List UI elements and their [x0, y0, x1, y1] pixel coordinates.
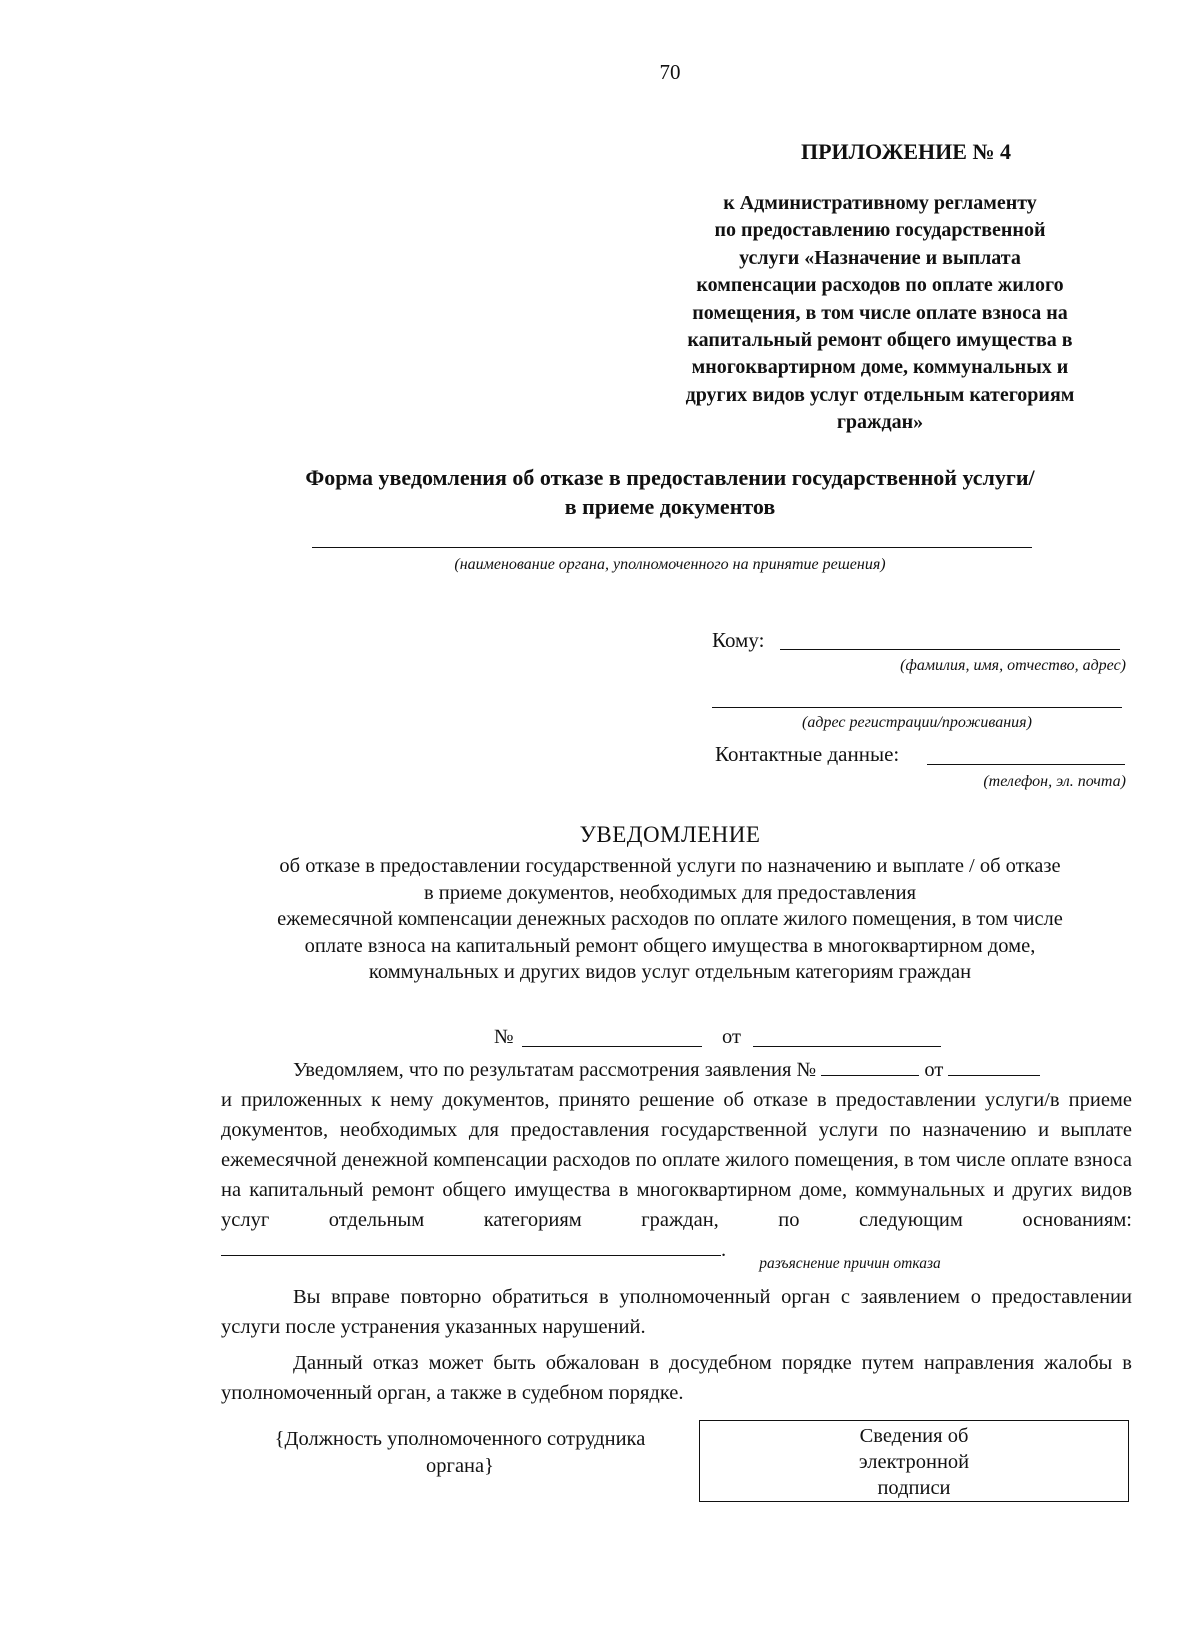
- address-caption: (адрес регистрации/проживания): [802, 714, 1032, 731]
- authority-name-line[interactable]: [312, 547, 1032, 548]
- appendix-line: компенсации расходов по оплате жилого: [696, 274, 1064, 297]
- appendix-reference: [640, 190, 1120, 437]
- body-para3: Данный отказ может быть обжалован в досудебном порядке путем направления жалобы в уполномоченный орган, а также в судебном порядке.: [221, 1352, 1132, 1404]
- notice-subtitle-line: в приеме документов, необходимых для предоставления: [423, 881, 917, 904]
- notice-subtitle: [150, 853, 1190, 986]
- body-para1-start: Уведомляем, что по результатам рассмотрения заявления №: [293, 1059, 817, 1081]
- notice-subtitle-line: об отказе в предоставлении государственной услуги по назначению и выплате / об отказе: [279, 855, 1061, 877]
- page-number: 70: [659, 60, 681, 84]
- refusal-reason-field[interactable]: [221, 1237, 721, 1256]
- signature-box-line: электронной: [858, 1451, 970, 1473]
- signature-box-line: Сведения об: [859, 1425, 969, 1447]
- electronic-signature-box: [699, 1420, 1129, 1502]
- authority-caption: (наименование органа, уполномоченного на принятие решения): [454, 556, 886, 573]
- notice-subtitle-line: коммунальных и других видов услуг отдельным категориям граждан: [368, 961, 972, 983]
- notice-subtitle-line: оплате взноса на капитальный ремонт общего имущества в многоквартирном доме,: [304, 934, 1036, 957]
- application-date-field[interactable]: [948, 1057, 1040, 1076]
- signatory-position-line: органа}: [426, 1455, 494, 1477]
- application-number-field[interactable]: [821, 1057, 919, 1076]
- appendix-title: ПРИЛОЖЕНИЕ № 4: [801, 139, 1012, 164]
- contacts-label: Контактные данные:: [715, 742, 900, 766]
- notice-date-field[interactable]: [753, 1046, 941, 1047]
- appendix-line: помещения, в том числе оплате взноса на: [692, 301, 1068, 324]
- notice-title: УВЕДОМЛЕНИЕ: [579, 822, 761, 847]
- notice-number-field[interactable]: [522, 1046, 702, 1047]
- contacts-caption: (телефон, эл. почта): [983, 773, 1126, 790]
- appendix-line: по предоставлению государственной: [714, 219, 1046, 242]
- appendix-line: к Административному регламенту: [723, 192, 1037, 214]
- signatory-position-line: {Должность уполномоченного сотрудника: [274, 1428, 646, 1450]
- notice-date-label: от: [722, 1026, 741, 1048]
- appendix-line: многоквартирном доме, коммунальных и: [691, 356, 1069, 379]
- body-para1-rest: и приложенных к нему документов, принято решение об отказе в предоставлении услуги/в приеме документов, необходимых для предоставления государственной услуги по назначению и выплате ежемесячной денежной компенсации расходов по оплате жилого помещения, в том числе оплате взноса на капитальный ремонт общего имущества в многоквартирном доме, коммунальных и других видов услуг отдельным категориям граждан, по следующим основаниям:: [221, 1089, 1132, 1231]
- appendix-line: услуги «Назначение и выплата: [739, 246, 1021, 269]
- contacts-field-line[interactable]: [927, 764, 1125, 765]
- appendix-line: других видов услуг отдельным категориям: [685, 383, 1075, 406]
- body-para1-from: от: [924, 1059, 944, 1081]
- body-para1-end: .: [721, 1239, 727, 1261]
- notice-body-continued: [221, 1282, 1132, 1408]
- body-para2: Вы вправе повторно обратиться в уполномоченный орган с заявлением о предоставлении услуги после устранения указанных нарушений.: [221, 1286, 1132, 1338]
- signature-box-line: подписи: [877, 1477, 951, 1499]
- form-title-line: Форма уведомления об отказе в предоставлении государственной услуги/: [305, 465, 1035, 490]
- to-field-line[interactable]: [780, 649, 1120, 650]
- reason-caption: разъяснение причин отказа: [759, 1255, 941, 1272]
- address-field-line[interactable]: [712, 707, 1122, 708]
- notice-number-label: №: [494, 1026, 514, 1048]
- appendix-line: граждан»: [836, 411, 924, 434]
- appendix-line: капитальный ремонт общего имущества в: [687, 329, 1073, 352]
- form-title-line: в приеме документов: [564, 494, 776, 519]
- notice-body: [221, 1055, 1132, 1265]
- to-caption: (фамилия, имя, отчество, адрес): [900, 657, 1126, 674]
- to-label: Кому:: [712, 628, 765, 652]
- signatory-position: [240, 1426, 680, 1480]
- notice-subtitle-line: ежемесячной компенсации денежных расходов по оплате жилого помещения, в том числе: [277, 908, 1063, 930]
- form-title: [230, 463, 1110, 521]
